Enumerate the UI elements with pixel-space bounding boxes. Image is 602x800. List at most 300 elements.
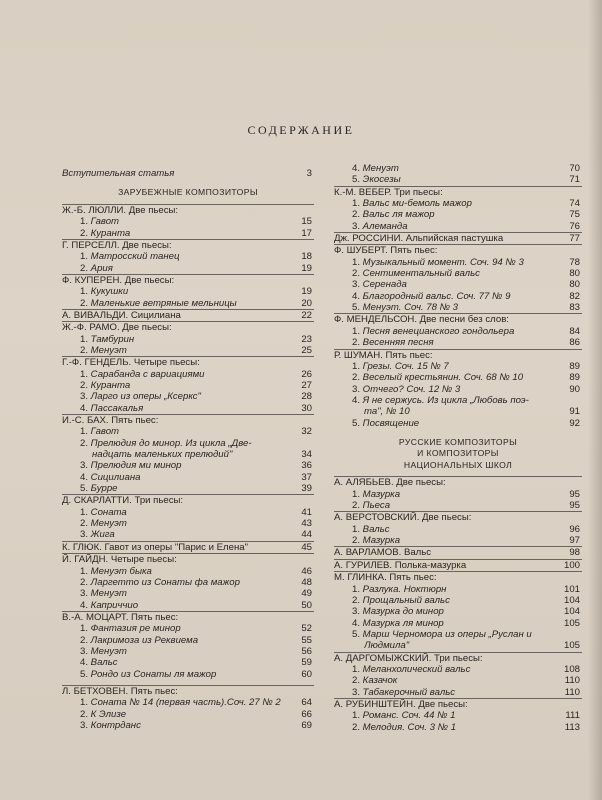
composer-heading [334, 186, 582, 198]
toc-entry [334, 257, 582, 268]
toc-entry [334, 500, 582, 511]
entry-number: 1. [80, 697, 91, 709]
page-number: 17 [301, 227, 312, 239]
entry-title: Ларгетто из Сонаты фа мажор [90, 576, 240, 588]
page-number: 34 [301, 449, 312, 461]
entry-number: 1. [352, 583, 363, 595]
page-number: 83 [569, 302, 580, 314]
entry-number: 2. [80, 576, 91, 588]
entry-number: 2. [80, 344, 91, 356]
entry-number: 3. [80, 645, 91, 657]
entry-title: Лакримоза из Реквиема [90, 634, 199, 646]
page-number: 92 [569, 417, 580, 429]
entry-title: Мазурка до минор [362, 606, 444, 618]
entry-title: Соната [90, 506, 127, 518]
composer-heading [334, 349, 582, 361]
toc-entry [62, 720, 314, 731]
entry-title: Менуэт быка [90, 565, 152, 577]
page-number: 36 [301, 460, 312, 472]
composer-name: Й. ГАЙДН. Четыре пьесы: [62, 554, 177, 566]
toc-entry [62, 529, 314, 540]
toc-entry [62, 483, 314, 494]
entry-number: 1. [352, 256, 363, 268]
entry-title: Весенняя песня [362, 337, 434, 349]
page-number: 77 [569, 233, 580, 245]
entry-title: надцать маленьких прелюдий" [92, 449, 233, 461]
entry-number: 1. [80, 565, 91, 577]
page-number: 52 [301, 623, 312, 635]
entry-number: 1. [80, 251, 91, 263]
entry-number: 3. [352, 383, 363, 395]
section-heading: И КОМПОЗИТОРЫ [417, 448, 499, 459]
toc-entry-intro [62, 168, 314, 179]
page-number: 90 [569, 383, 580, 395]
toc-entry [62, 577, 314, 588]
entry-number: 3. [80, 719, 91, 731]
entry-title: Музыкальный момент. Соч. 94 № 3 [362, 256, 524, 268]
toc-entry [334, 326, 582, 337]
page-number: 80 [569, 279, 580, 291]
entry-number: 1. [352, 325, 363, 337]
composer-name: А. РУБИНШТЕЙН. Две пьесы: [334, 698, 468, 710]
entry-title: Куранта [90, 227, 131, 239]
entry-title: Мазурка [362, 535, 401, 547]
entry-title: Гавот [90, 426, 120, 438]
page-number: 26 [301, 368, 312, 380]
page-number: 76 [569, 220, 580, 232]
page-number: 19 [301, 286, 312, 298]
toc-entry-continuation [334, 406, 582, 417]
entry-title: Менуэт [90, 518, 127, 530]
composer-heading [334, 232, 582, 244]
page-number: 96 [569, 523, 580, 535]
toc-left-column [62, 168, 314, 731]
page-title: СОДЕРЖАНИЕ [247, 123, 355, 137]
page-number: 55 [301, 634, 312, 646]
toc-entry [62, 369, 314, 380]
toc-entry [334, 595, 582, 606]
toc-entry [334, 384, 582, 395]
entry-title: Сарабанда с вариациями [90, 368, 205, 380]
entry-number: 2. [352, 372, 363, 384]
composer-name: К.-М. ВЕБЕР. Три пьесы: [334, 186, 443, 198]
entry-number: 1. [80, 333, 91, 345]
toc-entry [62, 657, 314, 668]
entry-number: 1. [352, 198, 363, 210]
entry-title: Маленькие ветряные мельницы [90, 297, 237, 309]
entry-number: 2. [352, 675, 363, 687]
composer-name: И.-С. БАХ. Пять пьес: [62, 415, 159, 427]
page-number: 95 [569, 500, 580, 512]
page-number: 110 [564, 675, 580, 687]
toc-entry [334, 302, 582, 313]
entry-title: Менуэт [90, 645, 127, 657]
entry-number: 5. [352, 174, 363, 186]
page-number: 50 [301, 599, 312, 611]
entry-number: 2. [80, 708, 91, 720]
entry-number: 2. [352, 337, 363, 349]
entry-number: 5. [80, 483, 91, 495]
page-number: 113 [564, 721, 580, 733]
entry-number: 4. [80, 471, 91, 483]
composer-name: А. ВАРЛАМОВ. Вальс [334, 547, 432, 559]
toc-entry [62, 518, 314, 529]
toc-entry [62, 566, 314, 577]
page-number: 101 [563, 583, 580, 595]
page-number: 89 [569, 372, 580, 384]
page-number: 66 [301, 708, 312, 720]
entry-title: Ария [90, 262, 113, 274]
entry-title: Пьеса [362, 500, 391, 512]
entry-number: 2. [352, 721, 363, 733]
entry-title: Прелюдия ми минор [90, 460, 182, 472]
page-number: 104 [563, 594, 580, 606]
entry-number: 2. [352, 500, 363, 512]
composer-name: Ж.-Ф. РАМО. Две пьесы: [62, 322, 172, 334]
toc-entry [62, 623, 314, 634]
toc-entry [334, 361, 582, 372]
entry-title: Рондо из Сонаты ля мажор [90, 668, 217, 680]
toc-entry [334, 268, 582, 279]
entry-number: 5. [352, 302, 363, 314]
entry-number: 1. [352, 360, 363, 372]
toc-entry [334, 524, 582, 535]
composer-heading [334, 652, 582, 664]
toc-entry [334, 209, 582, 220]
entry-number: 3. [80, 460, 91, 472]
composer-heading [62, 204, 314, 216]
page-number: 15 [301, 216, 312, 228]
page-number: 32 [301, 426, 312, 438]
composer-heading [334, 313, 582, 325]
page-number: 48 [301, 576, 312, 588]
page-number: 41 [301, 506, 312, 518]
entry-title: Ларго из оперы „Ксеркс" [90, 391, 201, 403]
composer-name: А. ВИВАЛЬДИ. Сицилиана [62, 309, 181, 321]
entry-title: Грезы. Соч. 15 № 7 [362, 360, 449, 372]
toc-entry [334, 418, 582, 429]
entry-number: 2. [352, 535, 363, 547]
entry-title: Мазурка ля минор [362, 617, 444, 629]
toc-entry [334, 395, 582, 406]
composer-name: М. ГЛИНКА. Пять пьес: [334, 572, 437, 584]
entry-title: Песня венецианского гондольера [362, 325, 515, 337]
page-number: 49 [301, 588, 312, 600]
entry-number: 2. [80, 634, 91, 646]
toc-right-column [334, 163, 582, 733]
toc-entry [62, 380, 314, 391]
entry-number: 2. [80, 297, 91, 309]
entry-title: Табакерочный вальс [362, 686, 456, 698]
composer-name: Дж. РОССИНИ. Альпийская пастушка [334, 233, 504, 245]
toc-entry-continuation [62, 449, 314, 460]
page-number: 39 [301, 483, 312, 495]
page-number: 56 [301, 645, 312, 657]
entry-title: Посвящение [362, 417, 420, 429]
entry-title: Я не сержусь. Из цикла „Любовь поэ- [362, 394, 529, 406]
entry-number: 5. [352, 417, 363, 429]
toc-entry [334, 722, 582, 733]
toc-entry [62, 472, 314, 483]
composer-name: Г. ПЕРСЕЛЛ. Две пьесы: [62, 239, 172, 251]
composer-heading [62, 685, 314, 697]
page-number: 110 [564, 686, 580, 698]
entry-title: Бурре [90, 483, 118, 495]
entry-number: 4. [80, 599, 91, 611]
toc-entry [62, 669, 314, 680]
toc-entry [62, 298, 314, 309]
entry-number: 2. [80, 227, 91, 239]
toc-entry [334, 535, 582, 546]
page-number: 25 [301, 344, 312, 356]
entry-title: Вальс [362, 523, 390, 535]
entry-title: Мазурка [362, 488, 401, 500]
page-number: 86 [569, 337, 580, 349]
page-number: 89 [569, 360, 580, 372]
entry-number: 1. [80, 286, 91, 298]
entry-number: 4. [80, 402, 91, 414]
entry-number: 5. [352, 628, 363, 640]
composer-heading [62, 541, 314, 553]
toc-entry [334, 174, 582, 185]
page-number: 69 [301, 719, 312, 731]
toc-entry [62, 460, 314, 471]
composer-heading [62, 309, 314, 321]
entry-title: Отчего? Соч. 12 № 3 [362, 383, 461, 395]
entry-title: Прощальный вальс [362, 594, 450, 606]
composer-heading [62, 414, 314, 426]
toc-entry [334, 279, 582, 290]
toc-entry [334, 163, 582, 174]
page-number: 59 [301, 657, 312, 669]
entry-number: 1. [80, 506, 91, 518]
page-number: 37 [301, 471, 312, 483]
toc-entry [334, 618, 582, 629]
composer-heading [334, 511, 582, 523]
entry-number: 2. [80, 518, 91, 530]
toc-entry [334, 710, 582, 721]
page-number: 105 [563, 617, 580, 629]
page-number: 60 [301, 668, 312, 680]
toc-entry [334, 198, 582, 209]
toc-entry [334, 629, 582, 640]
page-number: 108 [563, 663, 580, 675]
composer-name: Ж.-Б. ЛЮЛЛИ. Две пьесы: [62, 204, 179, 216]
toc-entry [62, 646, 314, 657]
entry-number: 2. [80, 437, 91, 449]
toc-entry [62, 600, 314, 611]
entry-title: Жига [90, 529, 115, 541]
entry-number: 1. [352, 710, 363, 722]
entry-number: 4. [352, 290, 363, 302]
page-number: 100 [563, 559, 580, 571]
page-number: 78 [569, 256, 580, 268]
composer-name: А. ГУРИЛЕВ. Полька-мазурка [334, 559, 467, 571]
entry-number: 2. [352, 594, 363, 606]
composer-name: Ф. МЕНДЕЛЬСОН. Две песни без слов: [334, 314, 509, 326]
page-number: 43 [301, 518, 312, 530]
section-heading: НАЦИОНАЛЬНЫХ ШКОЛ [403, 459, 513, 470]
entry-title: Вступительная статья [62, 168, 175, 179]
toc-entry [62, 403, 314, 414]
composer-heading [334, 244, 582, 256]
toc-entry [62, 438, 314, 449]
entry-title: Серенада [362, 279, 407, 291]
entry-number: 4. [352, 394, 363, 406]
entry-title: К Элизе [90, 708, 127, 720]
page-number: 71 [569, 174, 580, 186]
toc-entry [334, 372, 582, 383]
page-number: 19 [301, 262, 312, 274]
toc-entry [62, 251, 314, 262]
toc-entry [62, 286, 314, 297]
entry-title: Казачок [362, 675, 398, 687]
composer-name: Л. БЕТХОВЕН. Пять пьес: [62, 685, 178, 697]
entry-number: 4. [80, 657, 91, 669]
entry-number: 2. [80, 380, 91, 391]
entry-title: Контрданс [90, 719, 141, 731]
entry-title: Фантазия ре минор [90, 623, 181, 635]
composer-heading [334, 559, 582, 571]
composer-heading [334, 571, 582, 583]
entry-title: Людмила" [364, 640, 410, 652]
entry-title: Каприччио [90, 599, 139, 611]
page-edge-shadow [588, 0, 602, 800]
toc-entry [62, 228, 314, 239]
entry-number: 3. [352, 220, 363, 232]
composer-heading [334, 476, 582, 488]
toc-entry [334, 675, 582, 686]
toc-entry [62, 345, 314, 356]
composer-name: Р. ШУМАН. Пять пьес: [334, 349, 433, 361]
entry-number: 1. [352, 663, 363, 675]
toc-entry [62, 391, 314, 402]
page-number: 23 [301, 333, 312, 345]
toc-entry [334, 337, 582, 348]
composer-heading [62, 321, 314, 333]
composer-heading [62, 356, 314, 368]
entry-number: 1. [352, 488, 363, 500]
toc-entry [62, 263, 314, 274]
page-number: 82 [569, 290, 580, 302]
entry-title: Соната № 14 (первая часть).Соч. 27 № 2 [90, 697, 281, 709]
entry-title: Менуэт [90, 588, 127, 600]
composer-name: Д. СКАРЛАТТИ. Три пьесы: [62, 495, 184, 507]
toc-entry [62, 697, 314, 708]
entry-number: 3. [80, 391, 91, 403]
entry-title: Меланхолический вальс [362, 663, 471, 675]
section-heading: ЗАРУБЕЖНЫЕ КОМПОЗИТОРЫ [118, 187, 258, 198]
page-number: 27 [301, 380, 312, 391]
entry-number: 1. [80, 623, 91, 635]
composer-name: А. АЛЯБЬЕВ. Две пьесы: [334, 477, 446, 489]
toc-entry [334, 584, 582, 595]
page-number: 104 [563, 606, 580, 618]
composer-name: А. ВЕРСТОВСКИЙ. Две пьесы: [334, 512, 472, 524]
page-number: 70 [569, 163, 580, 174]
composer-name: Ф. КУПЕРЕН. Две пьесы: [62, 274, 175, 286]
page-number: 20 [301, 297, 312, 309]
toc-entry [62, 709, 314, 720]
toc-entry [62, 426, 314, 437]
page-number: 97 [569, 535, 580, 547]
composer-heading [62, 274, 314, 286]
page-number: 105 [563, 640, 580, 652]
page-number: 74 [569, 198, 580, 210]
page-number: 44 [301, 529, 312, 541]
page-number: 3 [306, 168, 312, 179]
toc-entry [334, 606, 582, 617]
page-number: 18 [301, 251, 312, 263]
entry-title: Менуэт. Соч. 78 № 3 [362, 302, 458, 314]
entry-title: Гавот [90, 216, 120, 228]
composer-heading [62, 494, 314, 506]
entry-title: Кукушки [90, 286, 129, 298]
toc-entry-continuation [334, 640, 582, 651]
page-number: 98 [569, 547, 580, 559]
entry-title: Романс. Соч. 44 № 1 [362, 710, 456, 722]
entry-title: Вальс ми-бемоль мажор [362, 198, 472, 210]
composer-name: А. ДАРГОМЫЖСКИЙ. Три пьесы: [334, 652, 483, 664]
spacer [62, 179, 314, 187]
spacer [334, 429, 582, 437]
entry-number: 3. [352, 279, 363, 291]
composer-name: В.-А. МОЦАРТ. Пять пьес: [62, 611, 179, 623]
entry-title: Тамбурин [90, 333, 135, 345]
entry-title: та", № 10 [364, 406, 410, 418]
toc-entry [62, 588, 314, 599]
composer-name: Г.-Ф. ГЕНДЕЛЬ. Четыре пьесы: [62, 357, 200, 369]
entry-title: Марш Черномора из оперы „Руслан и [362, 628, 532, 640]
toc-entry [62, 507, 314, 518]
toc-entry [334, 221, 582, 232]
composer-heading [334, 546, 582, 558]
entry-title: Экосезы [362, 174, 401, 186]
toc-entry [62, 216, 314, 227]
page-number: 91 [569, 406, 580, 418]
entry-number: 1. [80, 368, 91, 380]
page-number: 28 [301, 391, 312, 403]
entry-number: 1. [352, 523, 363, 535]
entry-number: 3. [80, 588, 91, 600]
composer-name: К. ГЛЮК. Гавот из оперы "Парис и Елена" [62, 541, 249, 553]
entry-title: Прелюдия до минор. Из цикла „Две- [90, 437, 252, 449]
entry-title: Алеманда [362, 220, 408, 232]
section-heading: РУССКИЕ КОМПОЗИТОРЫ [398, 436, 518, 447]
entry-number: 3. [80, 529, 91, 541]
entry-title: Разлука. Ноктюрн [362, 583, 447, 595]
entry-number: 4. [352, 163, 363, 174]
page-number: 64 [301, 697, 312, 709]
page-number: 46 [301, 565, 312, 577]
entry-number: 2. [80, 262, 91, 274]
entry-title: Менуэт [362, 163, 399, 174]
toc-entry [334, 291, 582, 302]
entry-title: Мелодия. Соч. 3 № 1 [362, 721, 457, 733]
entry-title: Менуэт [90, 344, 127, 356]
page-number: 22 [301, 309, 312, 321]
page-number: 75 [569, 209, 580, 221]
entry-number: 1. [80, 216, 91, 228]
entry-number: 2. [352, 209, 363, 221]
entry-title: Сентиментальный вальс [362, 268, 480, 280]
composer-heading [62, 239, 314, 251]
entry-title: Куранта [90, 380, 131, 391]
entry-number: 2. [352, 268, 363, 280]
page-number: 45 [301, 541, 312, 553]
toc-entry [62, 334, 314, 345]
entry-title: Вальс ля мажор [362, 209, 435, 221]
